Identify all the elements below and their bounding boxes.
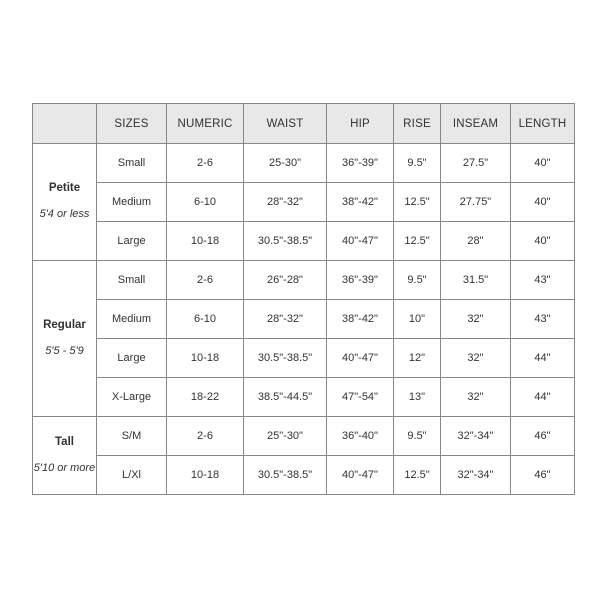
group-height-range: 5'4 or less xyxy=(39,208,90,220)
header-sizes: SIZES xyxy=(97,104,167,144)
table-row xyxy=(33,300,575,339)
group-name: Tall xyxy=(55,435,74,448)
waist-cell: 26"-28" xyxy=(244,261,327,300)
group-cell xyxy=(33,144,97,261)
rise-cell: 13" xyxy=(394,378,441,417)
waist-cell: 28"-32" xyxy=(244,300,327,339)
table-row xyxy=(33,339,575,378)
length-cell: 40" xyxy=(511,144,575,183)
rise-cell: 10" xyxy=(394,300,441,339)
header-length: LENGTH xyxy=(511,104,575,144)
table-row xyxy=(33,261,575,300)
numeric-cell: 2-6 xyxy=(167,417,244,456)
length-cell: 43" xyxy=(511,261,575,300)
numeric-cell: 10-18 xyxy=(167,222,244,261)
size-cell: Small xyxy=(97,261,167,300)
table-row xyxy=(33,144,575,183)
length-cell: 46" xyxy=(511,417,575,456)
rise-cell: 9.5" xyxy=(394,261,441,300)
waist-cell: 30.5"-38.5" xyxy=(244,339,327,378)
size-cell: S/M xyxy=(97,417,167,456)
waist-cell: 30.5"-38.5" xyxy=(244,222,327,261)
inseam-cell: 32"-34" xyxy=(441,417,511,456)
size-cell: L/Xl xyxy=(97,456,167,495)
inseam-cell: 28" xyxy=(441,222,511,261)
hip-cell: 47"-54" xyxy=(327,378,394,417)
numeric-cell: 10-18 xyxy=(167,339,244,378)
hip-cell: 38"-42" xyxy=(327,300,394,339)
numeric-cell: 10-18 xyxy=(167,456,244,495)
numeric-cell: 2-6 xyxy=(167,261,244,300)
inseam-cell: 32" xyxy=(441,339,511,378)
group-cell xyxy=(33,417,97,495)
header-waist: WAIST xyxy=(244,104,327,144)
size-chart-table xyxy=(32,103,575,495)
rise-cell: 9.5" xyxy=(394,144,441,183)
length-cell: 43" xyxy=(511,300,575,339)
hip-cell: 40"-47" xyxy=(327,339,394,378)
table-row xyxy=(33,222,575,261)
length-cell: 40" xyxy=(511,222,575,261)
length-cell: 44" xyxy=(511,378,575,417)
numeric-cell: 2-6 xyxy=(167,144,244,183)
header-corner-cell xyxy=(33,104,97,144)
inseam-cell: 32" xyxy=(441,378,511,417)
rise-cell: 12.5" xyxy=(394,456,441,495)
waist-cell: 30.5"-38.5" xyxy=(244,456,327,495)
waist-cell: 28"-32" xyxy=(244,183,327,222)
header-hip: HIP xyxy=(327,104,394,144)
numeric-cell: 18-22 xyxy=(167,378,244,417)
waist-cell: 25-30" xyxy=(244,144,327,183)
inseam-cell: 27.5" xyxy=(441,144,511,183)
inseam-cell: 31.5" xyxy=(441,261,511,300)
header-row xyxy=(33,104,575,144)
size-cell: Medium xyxy=(97,300,167,339)
rise-cell: 12" xyxy=(394,339,441,378)
length-cell: 46" xyxy=(511,456,575,495)
hip-cell: 40"-47" xyxy=(327,456,394,495)
table-row xyxy=(33,456,575,495)
header-inseam: INSEAM xyxy=(441,104,511,144)
group-height-range: 5'10 or more xyxy=(33,461,96,474)
size-cell: Small xyxy=(97,144,167,183)
length-cell: 44" xyxy=(511,339,575,378)
inseam-cell: 32" xyxy=(441,300,511,339)
size-chart-body xyxy=(33,144,575,495)
inseam-cell: 27.75" xyxy=(441,183,511,222)
header-rise: RISE xyxy=(394,104,441,144)
header-numeric: NUMERIC xyxy=(167,104,244,144)
group-name: Petite xyxy=(48,182,81,194)
numeric-cell: 6-10 xyxy=(167,300,244,339)
waist-cell: 25"-30" xyxy=(244,417,327,456)
hip-cell: 36"-39" xyxy=(327,261,394,300)
waist-cell: 38.5"-44.5" xyxy=(244,378,327,417)
inseam-cell: 32"-34" xyxy=(441,456,511,495)
rise-cell: 12.5" xyxy=(394,183,441,222)
size-cell: Large xyxy=(97,339,167,378)
table-row xyxy=(33,417,575,456)
size-cell: Large xyxy=(97,222,167,261)
rise-cell: 12.5" xyxy=(394,222,441,261)
hip-cell: 36"-39" xyxy=(327,144,394,183)
group-name: Regular xyxy=(43,318,86,331)
hip-cell: 36"-40" xyxy=(327,417,394,456)
size-cell: Medium xyxy=(97,183,167,222)
group-height-range: 5'5 - 5'9 xyxy=(45,344,84,357)
group-cell xyxy=(33,261,97,417)
table-row xyxy=(33,378,575,417)
length-cell: 40" xyxy=(511,183,575,222)
table-row xyxy=(33,183,575,222)
numeric-cell: 6-10 xyxy=(167,183,244,222)
size-cell: X-Large xyxy=(97,378,167,417)
hip-cell: 40"-47" xyxy=(327,222,394,261)
hip-cell: 38"-42" xyxy=(327,183,394,222)
rise-cell: 9.5" xyxy=(394,417,441,456)
